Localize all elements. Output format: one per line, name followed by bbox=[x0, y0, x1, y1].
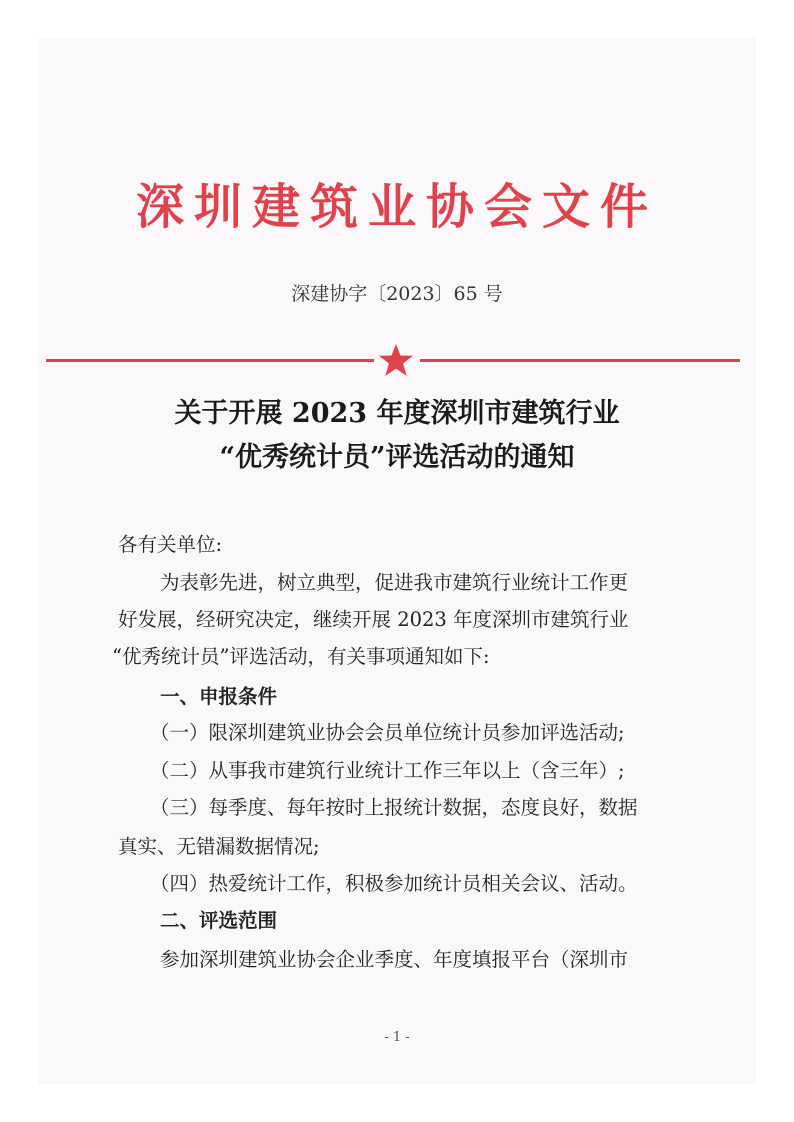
document-number: 深建协字〔2023〕65 号 bbox=[291, 283, 503, 305]
section-heading-2: 二、评选范围 bbox=[160, 909, 278, 932]
notice-title-line-2: “优秀统计员”评选活动的通知 bbox=[219, 442, 575, 473]
condition-item-3-line-2: 真实、无错漏数据情况; bbox=[118, 835, 320, 858]
condition-item-4: （四）热爱统计工作，积极参加统计员相关会议、活动。 bbox=[150, 872, 638, 895]
notice-title-line-1: 关于开展 2023 年度深圳市建筑行业 bbox=[174, 398, 620, 429]
intro-paragraph-line-3: “优秀统计员”评选活动，有关事项通知如下: bbox=[112, 645, 490, 668]
notice-title bbox=[0, 392, 794, 480]
org-document-title: 深圳建筑业协会文件 bbox=[135, 179, 658, 235]
salutation: 各有关单位: bbox=[118, 533, 223, 556]
intro-paragraph-line-2: 好发展，经研究决定，继续开展 2023 年度深圳市建筑行业 bbox=[118, 608, 629, 631]
condition-item-1: （一）限深圳建筑业协会会员单位统计员参加评选活动; bbox=[150, 721, 625, 744]
scope-paragraph-line-1: 参加深圳建筑业协会企业季度、年度填报平台（深圳市 bbox=[160, 948, 629, 971]
condition-item-2: （二）从事我市建筑行业统计工作三年以上（含三年）; bbox=[150, 759, 625, 782]
red-divider-left bbox=[46, 359, 374, 362]
condition-item-3-line-1: （三）每季度、每年按时上报统计数据，态度良好，数据 bbox=[150, 796, 638, 819]
page-number: - 1 - bbox=[384, 1030, 410, 1045]
section-heading-1: 一、申报条件 bbox=[160, 685, 278, 708]
red-divider-right bbox=[420, 359, 740, 362]
star-icon bbox=[377, 343, 415, 377]
intro-paragraph-line-1: 为表彰先进，树立典型，促进我市建筑行业统计工作更 bbox=[160, 571, 629, 594]
